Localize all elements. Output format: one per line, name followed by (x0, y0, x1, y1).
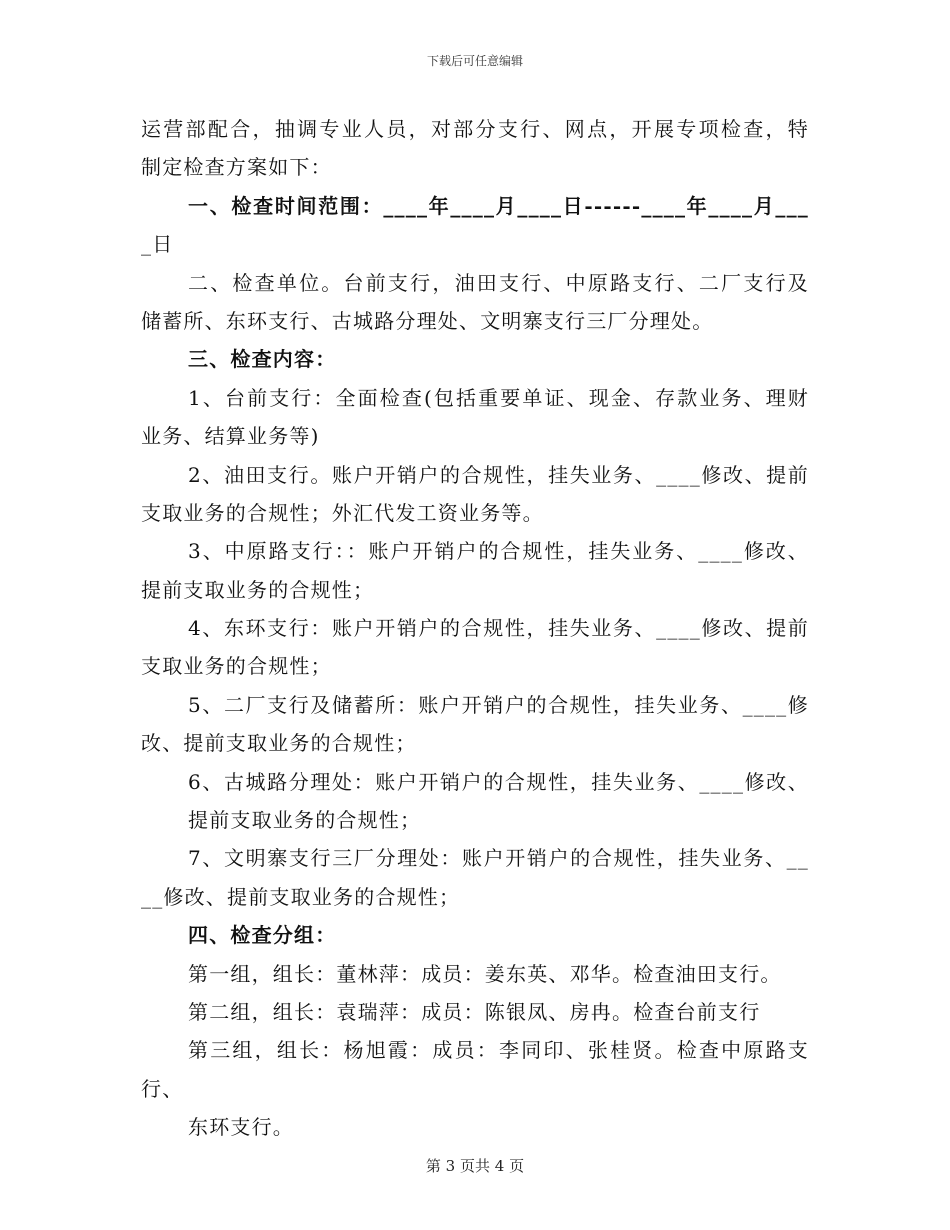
text-line: 3、中原路支行：：账户开销户的合规性，挂失业务、____修改、 (188, 539, 809, 564)
text-line: 第一组，组长：董林萍：成员：姜东英、邓华。检查油田支行。 (188, 961, 782, 986)
text-line: 东环支行。 (188, 1115, 294, 1140)
text-line: 三、检查内容： (188, 347, 337, 372)
text-line: __修改、提前支取业务的合规性； (141, 884, 461, 909)
text-line: 支取业务的合规性；外汇代发工资业务等。 (141, 500, 544, 525)
text-line: 运营部配合，抽调专业人员，对部分支行、网点，开展专项检查，特 (141, 117, 809, 141)
text-line: 7、文明寨支行三厂分理处：账户开销户的合规性，挂失业务、__ (188, 846, 809, 871)
text-line: 提前支取业务的合规性； (188, 808, 422, 833)
text-line: 四、检查分组： (188, 923, 337, 948)
text-line: 二、检查单位。台前支行，油田支行、中原路支行、二厂支行及 (188, 270, 809, 295)
page-header: 下载后可任意编辑 (426, 54, 523, 68)
text-line: 第二组，组长：袁瑞萍：成员：陈银凤、房冉。检查台前支行 (188, 999, 761, 1024)
text-line: 改、提前支取业务的合规性； (141, 731, 417, 756)
text-line: 4、东环支行：账户开销户的合规性，挂失业务、____修改、提前 (188, 616, 809, 641)
text-line: 一、检查时间范围：____年____月____日------____年____月___ (188, 193, 809, 218)
text-line: 提前支取业务的合规性； (141, 577, 375, 602)
text-line: 支取业务的合规性； (141, 654, 332, 679)
page-footer: 第 3 页共 4 页 (425, 1157, 525, 1175)
text-line: 5、二厂支行及储蓄所：账户开销户的合规性，挂失业务、____修 (188, 692, 809, 717)
text-line: 第三组，组长：杨旭霞：成员：李同印、张桂贤。检查中原路支 (188, 1038, 809, 1063)
text-line: 储蓄所、东环支行、古城路分理处、文明寨支行三厂分理处。 (141, 308, 714, 333)
text-line: _日 (141, 232, 174, 257)
text-line: 2、油田支行。账户开销户的合规性，挂失业务、____修改、提前 (188, 462, 809, 487)
text-line: 1、台前支行：全面检查(包括重要单证、现金、存款业务、理财 (188, 385, 809, 410)
text-line: 业务、结算业务等) (141, 424, 320, 449)
document-body (141, 110, 809, 1147)
text-line: 6、古城路分理处：账户开销户的合规性，挂失业务、____修改、 (188, 769, 809, 794)
text-line: 行、 (141, 1076, 184, 1101)
text-line: 制定检查方案如下： (141, 155, 332, 180)
